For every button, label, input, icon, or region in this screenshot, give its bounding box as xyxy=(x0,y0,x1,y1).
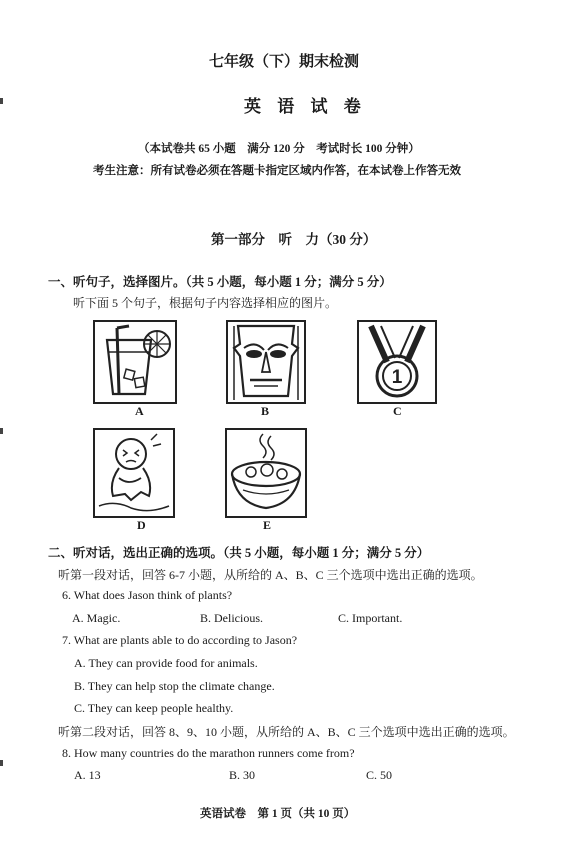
sick-child-icon xyxy=(95,430,173,516)
exam-notice: 考生注意：所有试卷必须在答题卡指定区域内作答，在本试卷上作答无效 xyxy=(93,165,461,177)
picture-b xyxy=(226,320,306,404)
exam-title: 七年级（下）期末检测 xyxy=(209,54,360,70)
picture-c xyxy=(357,320,437,404)
section1-instruction: 听下面 5 个句子，根据句子内容选择相应的图片。 xyxy=(73,296,338,310)
exam-info: （本试卷共 65 小题 满分 120 分 考试时长 100 分钟） xyxy=(138,143,420,155)
part1-title: 第一部分 听 力（30 分） xyxy=(211,232,377,247)
q6-option-a: A. Magic. xyxy=(72,611,121,625)
q8-option-a: A. 13 xyxy=(74,768,101,782)
q7-option-c: C. They can keep people healthy. xyxy=(74,701,234,715)
margin-mark xyxy=(0,760,3,766)
q8-option-b: B. 30 xyxy=(229,768,256,782)
picture-label-b: B xyxy=(261,404,270,418)
q6-option-b: B. Delicious. xyxy=(200,611,263,625)
bronze-mask-icon xyxy=(228,322,304,402)
section2-intro2: 听第二段对话，回答 8、9、10 小题，从所给的 A、B、C 三个选项中选出正确的选项。 xyxy=(58,725,515,739)
q8-stem: 8. How many countries do the marathon runners come from? xyxy=(62,746,355,760)
picture-label-d: D xyxy=(137,518,146,532)
q6-option-c: C. Important. xyxy=(338,611,403,625)
medal-icon xyxy=(359,322,435,402)
picture-a xyxy=(93,320,177,404)
picture-e xyxy=(225,428,307,518)
picture-d xyxy=(93,428,175,518)
svg-text:1: 1 xyxy=(391,367,403,388)
picture-label-c: C xyxy=(393,404,402,418)
q7-option-a: A. They can provide food for animals. xyxy=(74,656,258,670)
q7-stem: 7. What are plants able to do according to Jason? xyxy=(62,633,298,647)
section1-heading: 一、听句子，选择图片。（共 5 小题，每小题 1 分；满分 5 分） xyxy=(48,275,392,289)
section2-heading: 二、听对话，选出正确的选项。（共 5 小题，每小题 1 分；满分 5 分） xyxy=(48,546,430,560)
section2-intro1: 听第一段对话，回答 6-7 小题，从所给的 A、B、C 三个选项中选出正确的选项。 xyxy=(58,568,483,582)
q8-option-c: C. 50 xyxy=(366,768,393,782)
picture-label-a: A xyxy=(135,404,144,418)
juice-glass-icon xyxy=(95,322,175,402)
exam-subtitle: 英 语 试 卷 xyxy=(244,97,367,116)
q7-option-b: B. They can help stop the climate change. xyxy=(74,679,275,693)
page-footer: 英语试卷 第 1 页（共 10 页） xyxy=(200,808,356,820)
picture-label-e: E xyxy=(263,518,272,532)
q6-stem: 6. What does Jason think of plants? xyxy=(62,588,233,602)
soup-bowl-icon xyxy=(227,430,305,516)
margin-mark xyxy=(0,428,3,434)
margin-mark xyxy=(0,98,3,104)
